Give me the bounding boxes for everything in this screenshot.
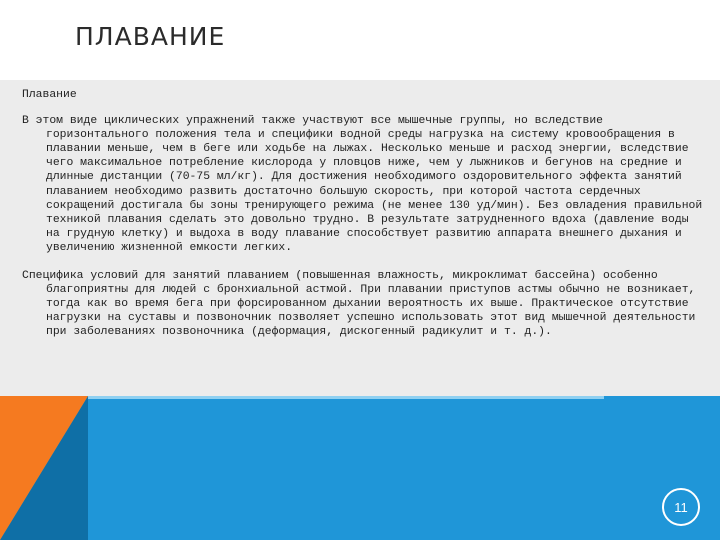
blue-footer-band: [0, 396, 720, 540]
slide-body: [22, 88, 708, 354]
paragraph-2: Специфика условий для занятий плаванием (повышенная влажность, микроклимат бассейна) особенно благоприятны для людей с бронхиальной астмой. При плавании приступов астмы обычно не возникает, тогда как во время бега при форсированном дыхании вероятность их выше. Практическое отсутствие нагрузки на суставы и позвоночник позволяет успешно использовать этот вид мышечной деятельности при заболеваниях позвоночника (деформация, дискогенный радикулит и т. д.).: [22, 270, 696, 339]
light-blue-stripe: [88, 396, 604, 399]
subheading: Плавание: [22, 89, 77, 101]
page-number-badge: 11: [662, 488, 700, 526]
slide-title: ПЛАВАНИЕ: [75, 22, 226, 51]
paragraph-1: В этом виде циклических упражнений также участвуют все мышечные группы, но вследствие горизонтального положения тела и специфики водной среды нагрузка на систему кровообращения в плавании меньше, чем в беге или ходьбе на лыжах. Несколько меньше и расход энергии, вследствие чего максимальное потребление кислорода у пловцов ниже, чем у лыжников и бегунов на средние и длинные дистанции (70-75 мл/кг). Для достижения необходимого оздоровительного эффекта занятий плаванием необходимо развить достаточно большую скорость, при которой частота сердечных сокращений достигала бы зоны тренирующего режима (не менее 130 уд/мин). Без овладения правильной техникой плавания сделать это довольно трудно. В результате затрудненного вдоха (давление воды на грудную клетку) и выдоха в воду плавание способствует развитию аппарата внешнего дыхания и увеличению жизненной емкости легких.: [22, 115, 703, 254]
